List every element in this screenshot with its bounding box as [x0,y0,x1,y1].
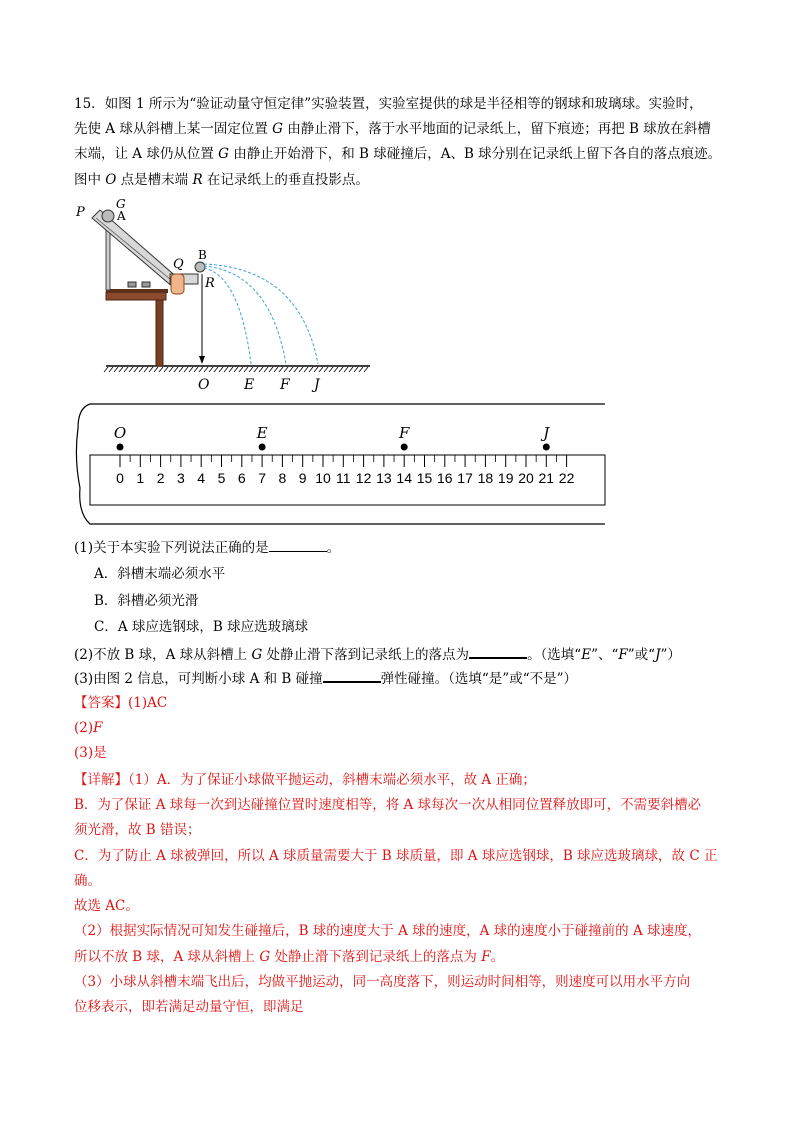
detail-line-9: （3）小球从斜槽末端飞出后，均做平抛运动，同一高度落下，则运动时间相等，则速度可以用水平方向 [74,974,691,990]
question-line-4 [74,170,369,190]
hatch-stroke [234,367,238,372]
hatch-stroke [294,367,298,372]
hatch-stroke [239,367,243,372]
hatch-stroke [224,367,228,372]
ruler-point-marker [543,444,550,451]
hatch-stroke [114,367,118,372]
text: ”） [660,647,681,663]
ruler-tick-label: 9 [298,470,307,486]
sub2-answer-blank[interactable] [469,643,527,659]
hatch-stroke [319,367,323,372]
hatch-stroke [289,367,293,372]
q-block [171,274,184,294]
text: 处静止滑下落到记录纸上的落点为 [262,647,470,663]
question-number: 15． [74,96,105,112]
hatch-stroke [284,367,288,372]
hatch-stroke [214,367,218,372]
ruler-figure [70,398,610,532]
trajectory-j [204,264,318,364]
answer-1: (1)AC [128,695,168,711]
sub1-line [74,537,340,558]
ruler-tick-label: 6 [237,470,246,486]
projection-arrowhead [199,356,205,364]
ruler-point-label: E [256,424,268,442]
ruler-tick-label: 22 [558,470,575,486]
ruler-point-label: O [113,424,127,442]
hatch-stroke [174,367,178,372]
hatch-stroke [149,367,153,372]
var-j: J [655,647,661,663]
detail-line-6: 故选 AC。 [74,898,139,914]
answer-line-2 [74,718,103,738]
detail-line-3: 须光滑，故 B 错误； [74,822,201,838]
table-top [106,292,166,300]
hatch-stroke [334,367,338,372]
detail-line-10: 位移表示，即若满足动量守恒，即满足 [74,999,304,1015]
hatch-stroke [119,367,123,372]
ruler-tick-label: 19 [497,470,514,486]
text: ”或“ [627,647,656,663]
hatch-stroke [124,367,128,372]
hatch-stroke [159,367,163,372]
text: 。（选填“ [527,647,582,663]
text: 处静止滑下落到记录纸上的落点为 [270,949,482,965]
label-a: A [117,209,126,223]
label-g: G [116,197,126,211]
detail-line-8 [74,947,504,967]
sub2-line [74,643,681,665]
text: 末端，让 A 球仍从位置 [74,146,219,162]
trajectory-f [204,266,286,364]
ground-label-e: E [244,377,255,393]
answer-3: (3)是 [74,745,107,761]
hatch-stroke [144,367,148,372]
detail-line-7: （2）根据实际情况可知发生碰撞后，B 球的速度大于 A 球的速度，A 球的速度小于碰撞前的 A 球速度， [74,923,702,939]
text: 先使 A 球从斜槽上某一固定位置 [74,121,273,137]
question-line-3 [74,144,721,164]
hatch-stroke [219,367,223,372]
ball-a [102,210,114,222]
hatch-stroke [189,367,193,372]
text: (2) [74,720,94,736]
hatch-stroke [354,367,358,372]
hatch-stroke [129,367,133,372]
var-g: G [218,146,229,162]
ground-label-j: J [314,377,320,393]
label-r: R [205,276,215,291]
hatch-stroke [199,367,203,372]
var-g: G [251,647,263,663]
text: 由静止开始滑下，和 B 球碰撞后，A、B 球分别在记录纸上留下各自的落点痕迹。 [228,146,722,162]
var-f: F [618,647,628,663]
ruler-tick-label: 21 [538,470,555,486]
hatch-stroke [304,367,308,372]
hatch-stroke [169,367,173,372]
ruler-tick-label: 11 [336,470,351,486]
hatch-stroke [204,367,208,372]
hatch-stroke [194,367,198,372]
detail-tag: 【详解】 [74,772,128,788]
ruler-tick-label: 4 [197,470,206,486]
hatch-stroke [109,367,113,372]
detail-line-1 [74,770,536,790]
ruler-tick-label: 7 [258,470,266,486]
ground-label-o: O [198,377,210,393]
option-a: A．斜槽末端必须水平 [94,566,226,582]
stand-pole [106,230,110,290]
ruler-tick-label: 15 [416,470,433,486]
var-e: E [581,647,592,663]
ruler-tick-label: 14 [396,470,412,486]
text: (3)由图 2 信息，可判断小球 A 和 B 碰撞 [74,671,323,687]
text: 弹性碰撞。（选填“是”或“不是”） [380,671,577,687]
hatch-stroke [364,367,368,372]
hatch-stroke [104,367,108,372]
hatch-stroke [339,367,343,372]
hatch-stroke [244,367,248,372]
label-b: B [198,248,207,262]
hatch-stroke [269,367,273,372]
table-top-dark [106,289,168,293]
ruler-point-marker [401,444,408,451]
hatch-stroke [344,367,348,372]
ruler-point-marker [259,444,266,451]
text: 。 [490,949,505,965]
ground-hatch [104,367,368,372]
text: 点是槽末端 [116,172,193,188]
hatch-stroke [324,367,328,372]
var-g: G [272,121,283,137]
ruler-tick-label: 2 [156,470,165,486]
ruler-point-marker [117,444,124,451]
hatch-stroke [184,367,188,372]
hatch-stroke [179,367,183,372]
text: 图中 [74,172,106,188]
ruler-tick-label: 16 [437,470,453,486]
ball-b [195,262,205,272]
ruler-tick-label: 5 [217,470,226,486]
sub3-line [74,667,577,689]
text: 。 [326,540,341,556]
sub1-text: (1)关于本实验下列说法正确的是 [74,540,269,556]
clamp [142,282,150,287]
var-g: G [259,949,271,965]
text: （1）A．为了保证小球做平抛运动，斜槽末端必须水平，故 A 正确； [128,772,536,788]
question-text: 如图 1 所示为“验证动量守恒定律”实验装置，实验室提供的球是半径相等的钢球和玻璃球。实验时， [104,96,703,112]
hatch-stroke [154,367,158,372]
ruler-tick-label: 1 [136,470,145,486]
ruler-tick-label: 8 [278,470,287,486]
hatch-stroke [139,367,143,372]
ground-label-f: F [280,377,290,393]
hatch-stroke [264,367,268,372]
apparatus-figure [70,196,390,396]
answer-2: F [93,720,103,736]
ruler-tick-label: 13 [376,470,392,486]
detail-line-4: C．为了防止 A 球被弹回，所以 A 球质量需要大于 B 球质量，即 A 球应选钢球，B 球应选玻璃球，故 C 正 [74,848,718,864]
answer-tag: 【答案】 [74,695,128,711]
text: 由静止滑下，落于水平地面的记录纸上，留下痕迹；再把 B 球放在斜槽 [282,121,711,137]
label-p: P [76,205,85,220]
hatch-stroke [229,367,233,372]
hatch-stroke [279,367,283,372]
ruler-tick-label: 12 [355,470,372,486]
hatch-stroke [164,367,168,372]
hatch-stroke [134,367,138,372]
ruler-tick-label: 20 [518,470,534,486]
text: 所以不放 B 球，A 球从斜槽上 [74,949,260,965]
ruler-tick-label: 0 [116,470,124,486]
ruler-tick-label: 3 [177,470,185,486]
hatch-stroke [254,367,258,372]
hatch-stroke [249,367,253,372]
table-leg [156,300,163,366]
hatch-stroke [209,367,213,372]
ruler-points [114,424,550,451]
ruler-tick-label: 17 [457,470,473,486]
text: ”、“ [591,647,619,663]
question-line-1 [74,94,703,114]
detail-line-5: 确。 [74,873,101,889]
question-line-2 [74,119,711,139]
hatch-stroke [259,367,263,372]
sub1-answer-blank[interactable] [269,537,327,552]
hatch-stroke [359,367,363,372]
hatch-stroke [349,367,353,372]
var-r: R [192,172,203,188]
text: 在记录纸上的垂直投影点。 [202,172,369,188]
detail-line-2: B．为了保证 A 球每一次到达碰撞位置时速度相等，将 A 球每次一次从相同位置释放即可，不需要斜槽必 [74,797,702,813]
hatch-stroke [274,367,278,372]
hatch-stroke [309,367,313,372]
sub3-answer-blank[interactable] [323,667,381,683]
ruler-tick-label: 18 [477,470,494,486]
var-f: F [481,949,491,965]
ruler-tick-label: 10 [315,470,331,486]
option-b: B．斜槽必须光滑 [94,593,199,609]
ruler-point-label: F [398,424,410,442]
hatch-stroke [299,367,303,372]
label-q: Q [173,257,184,272]
var-o: O [105,172,117,188]
hatch-stroke [329,367,333,372]
text: (2)不放 B 球，A 球从斜槽上 [74,647,252,663]
clamp [128,282,136,287]
option-c: C．A 球应选钢球，B 球应选玻璃球 [94,619,309,635]
ruler-point-label: J [543,424,550,442]
answer-line-1 [74,693,167,713]
hatch-stroke [314,367,318,372]
